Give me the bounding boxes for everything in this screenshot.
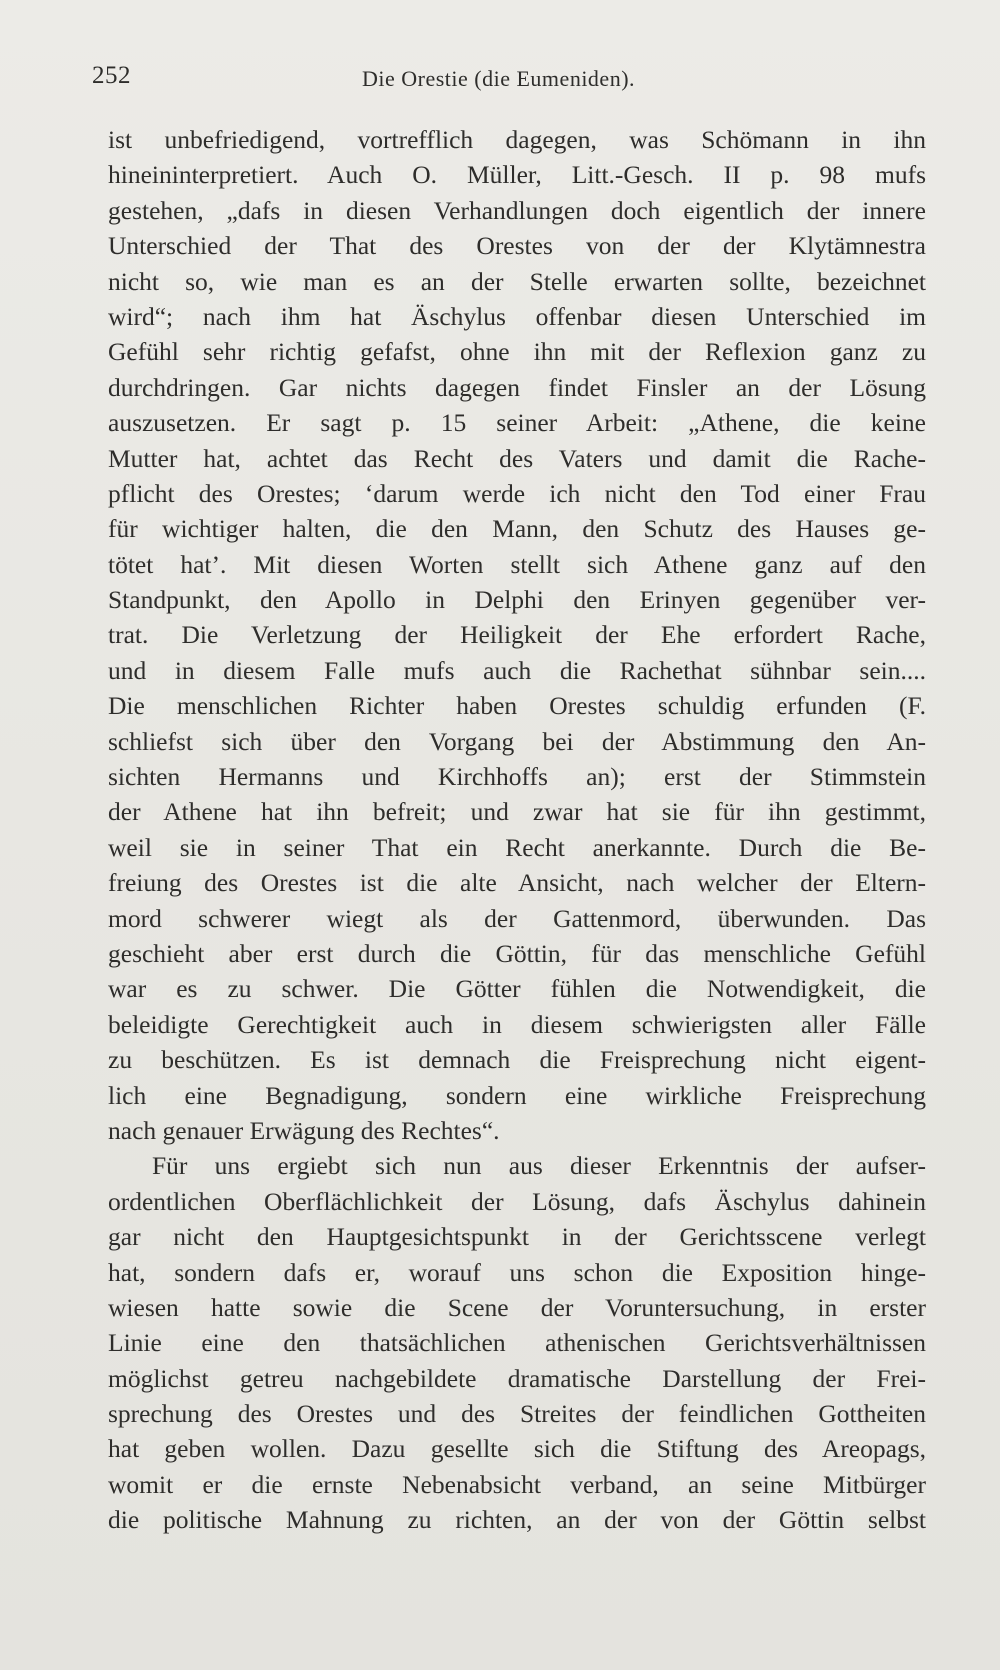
text-line: freiung des Orestes ist die alte Ansicht, nach welcher der Eltern- bbox=[108, 868, 926, 898]
text-line: hat geben wollen. Dazu gesellte sich die Stiftung des Areopags, bbox=[108, 1434, 926, 1464]
text-line: nicht so, wie man es an der Stelle erwarten sollte, bezeichnet bbox=[108, 266, 926, 296]
text-line: durchdringen. Gar nichts dagegen findet Finsler an der Lösung bbox=[108, 372, 926, 402]
text-line: wird“; nach ihm hat Äschylus offenbar diesen Unterschied im bbox=[108, 301, 926, 331]
text-line: und in diesem Falle mufs auch die Rachethat sühnbar sein.... bbox=[108, 655, 926, 685]
body-text bbox=[108, 122, 926, 1538]
text-line: Mutter hat, achtet das Recht des Vaters und damit die Rache- bbox=[108, 443, 926, 473]
text-line: geschieht aber erst durch die Göttin, für das menschliche Gefühl bbox=[108, 938, 926, 968]
text-line: auszusetzen. Er sagt p. 15 seiner Arbeit: „Athene, die keine bbox=[108, 408, 926, 438]
text-line: Unterschied der That des Orestes von der der Klytämnestra bbox=[108, 231, 926, 261]
text-line: möglichst getreu nachgebildete dramatische Darstellung der Frei- bbox=[108, 1363, 926, 1393]
text-line: Gefühl sehr richtig gefafst, ohne ihn mit der Reflexion ganz zu bbox=[108, 337, 926, 367]
text-line: pflicht des Orestes; ‘darum werde ich nicht den Tod einer Frau bbox=[108, 478, 926, 508]
text-line: gar nicht den Hauptgesichtspunkt in der Gerichtsscene verlegt bbox=[108, 1222, 926, 1252]
text-line: mord schwerer wiegt als der Gattenmord, überwunden. Das bbox=[108, 903, 926, 933]
text-line: beleidigte Gerechtigkeit auch in diesem schwierigsten aller Fälle bbox=[108, 1009, 926, 1039]
text-line: trat. Die Verletzung der Heiligkeit der Ehe erfordert Rache, bbox=[108, 620, 926, 650]
text-line: zu beschützen. Es ist demnach die Freisprechung nicht eigent- bbox=[108, 1045, 926, 1075]
paragraph-end-line: nach genauer Erwägung des Rechtes“. bbox=[108, 1115, 500, 1145]
text-line: sprechung des Orestes und des Streites der feindlichen Gottheiten bbox=[108, 1399, 926, 1429]
text-line: lich eine Begnadigung, sondern eine wirkliche Freisprechung bbox=[108, 1080, 926, 1110]
paragraph-start-line: Für uns ergiebt sich nun aus dieser Erkenntnis der aufser- bbox=[152, 1151, 926, 1181]
text-line: ordentlichen Oberflächlichkeit der Lösung, dafs Äschylus dahinein bbox=[108, 1186, 926, 1216]
running-title: Die Orestie (die Eumeniden). bbox=[362, 66, 636, 91]
text-line: Standpunkt, den Apollo in Delphi den Erinyen gegenüber ver- bbox=[108, 585, 926, 615]
text-line: für wichtiger halten, die den Mann, den Schutz des Hauses ge- bbox=[108, 514, 926, 544]
text-line: gestehen, „dafs in diesen Verhandlungen doch eigentlich der innere bbox=[108, 195, 926, 225]
text-line: womit er die ernste Nebenabsicht verband, an seine Mitbürger bbox=[108, 1469, 926, 1499]
text-line: die politische Mahnung zu richten, an der von der Göttin selbst bbox=[108, 1505, 926, 1535]
running-head bbox=[92, 62, 922, 102]
text-line: sichten Hermanns und Kirchhoffs an); erst der Stimmstein bbox=[108, 762, 926, 792]
text-line: hat, sondern dafs er, worauf uns schon die Exposition hinge- bbox=[108, 1257, 926, 1287]
text-line: Linie eine den thatsächlichen athenischen Gerichtsverhältnissen bbox=[108, 1328, 926, 1358]
text-line: wiesen hatte sowie die Scene der Voruntersuchung, in erster bbox=[108, 1292, 926, 1322]
text-line: hineininterpretiert. Auch O. Müller, Litt.-Gesch. II p. 98 mufs bbox=[108, 160, 926, 190]
text-line: Die menschlichen Richter haben Orestes schuldig erfunden (F. bbox=[108, 691, 926, 721]
text-line: tötet hat’. Mit diesen Worten stellt sich Athene ganz auf den bbox=[108, 549, 926, 579]
text-line: weil sie in seiner That ein Recht anerkannte. Durch die Be- bbox=[108, 832, 926, 862]
text-line: der Athene hat ihn befreit; und zwar hat sie für ihn gestimmt, bbox=[108, 797, 926, 827]
text-line: war es zu schwer. Die Götter fühlen die Notwendigkeit, die bbox=[108, 974, 926, 1004]
text-line: ist unbefriedigend, vortrefflich dagegen, was Schömann in ihn bbox=[108, 125, 926, 154]
text-line: schliefst sich über den Vorgang bei der Abstimmung den An- bbox=[108, 726, 926, 756]
page-number: 252 bbox=[92, 62, 131, 89]
